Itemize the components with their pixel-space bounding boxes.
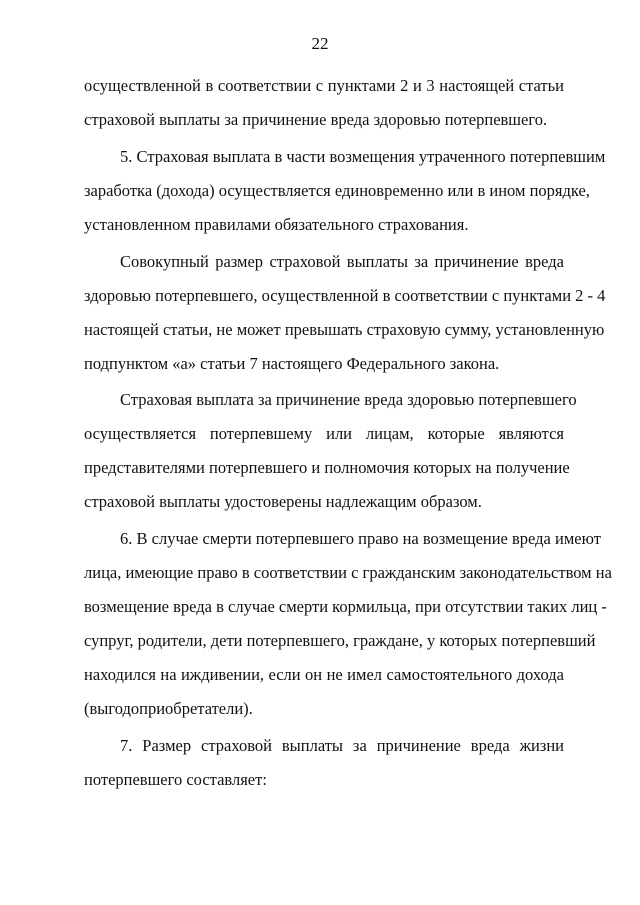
- text-line: потерпевшего составляет:: [84, 770, 267, 789]
- text-line: 5. Страховая выплата в части возмещения утраченного потерпевшим: [120, 147, 606, 166]
- text-line: страховой выплаты за причинение вреда здоровью потерпевшего.: [84, 110, 548, 129]
- text-line: здоровью потерпевшего, осуществленной в соответствии с пунктами 2 - 4: [84, 286, 606, 305]
- text-line: (выгодоприобретатели).: [84, 699, 253, 718]
- text-line: супруг, родители, дети потерпевшего, граждане, у которых потерпевший: [84, 631, 596, 650]
- text-line: Страховая выплата за причинение вреда здоровью потерпевшего: [120, 390, 577, 409]
- text-line: заработка (дохода) осуществляется единовременно или в ином порядке,: [84, 181, 590, 200]
- text-line: Совокупный размер страховой выплаты за причинение вреда: [120, 252, 564, 271]
- text-line: установленном правилами обязательного страхования.: [84, 215, 469, 234]
- text-line: осуществляется потерпевшему или лицам, которые являются: [84, 424, 564, 443]
- text-line: находился на иждивении, если он не имел самостоятельного дохода: [84, 665, 564, 684]
- text-line: представителями потерпевшего и полномочия которых на получение: [84, 458, 570, 477]
- text-line: лица, имеющие право в соответствии с гражданским законодательством на: [84, 563, 612, 582]
- text-line: возмещение вреда в случае смерти кормильца, при отсутствии таких лиц -: [84, 597, 607, 616]
- text-line: 6. В случае смерти потерпевшего право на возмещение вреда имеют: [120, 529, 601, 548]
- text-line: осуществленной в соответствии с пунктами 2 и 3 настоящей статьи: [84, 76, 564, 95]
- text-line: подпунктом «а» статьи 7 настоящего Федерального закона.: [84, 354, 500, 373]
- text-line: 7. Размер страховой выплаты за причинение вреда жизни: [120, 736, 564, 755]
- page-number: 22: [311, 34, 329, 53]
- text-line: страховой выплаты удостоверены надлежащим образом.: [84, 492, 482, 511]
- text-line: настоящей статьи, не может превышать страховую сумму, установленную: [84, 320, 605, 339]
